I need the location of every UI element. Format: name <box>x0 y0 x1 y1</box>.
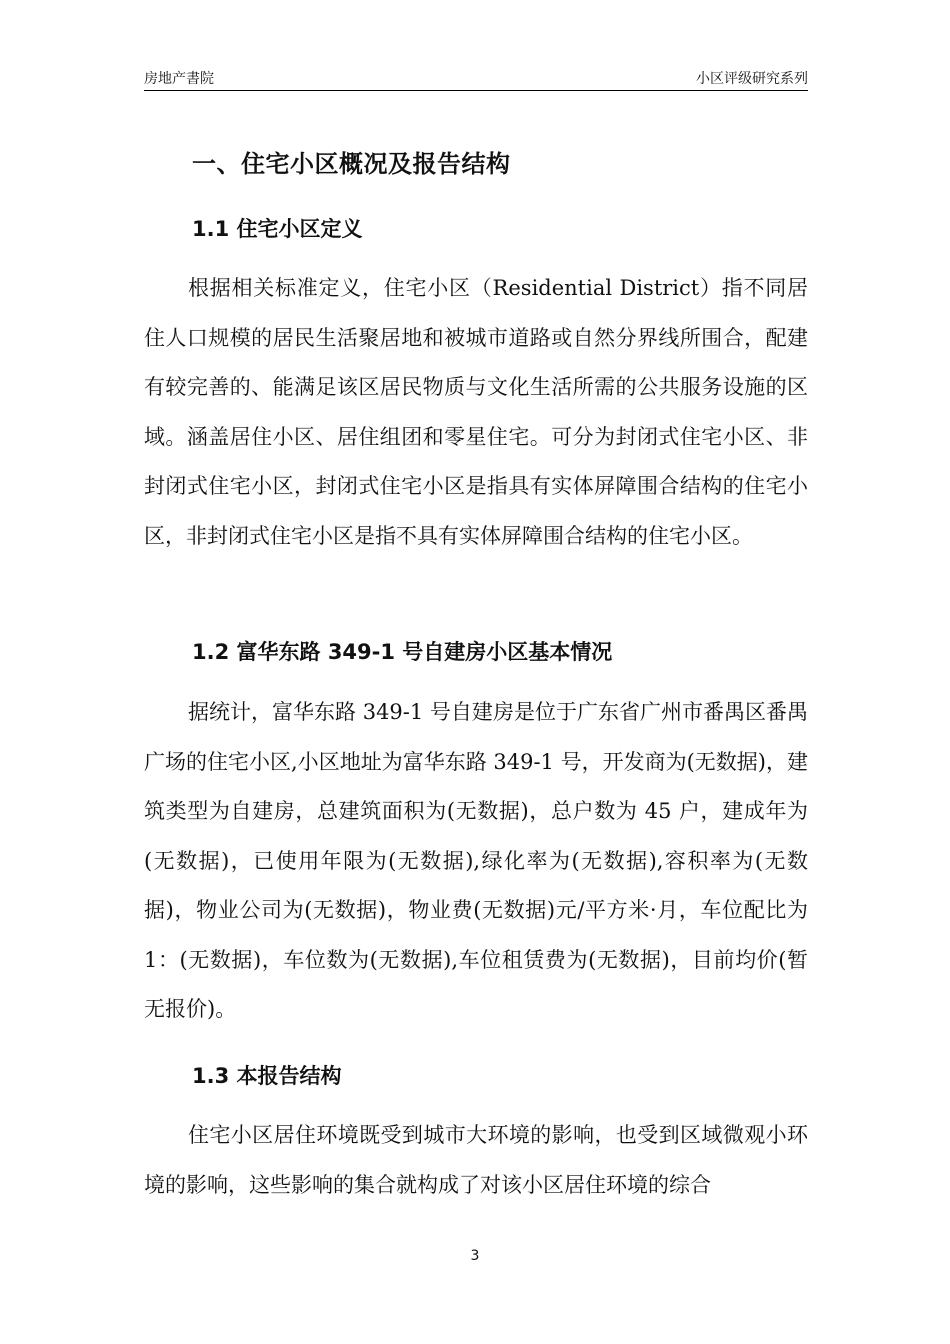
header-publisher: 房地产書院 <box>144 71 214 87</box>
section-paragraph-1-2: 据统计，富华东路 349-1 号自建房是位于广东省广州市番禺区番禺广场的住宅小区,小区地址为富华东路 349-1 号，开发商为(无数据)，建筑类型为自建房，总建筑面积为(无数据)，总户数为 45 户，建成年为(无数据)，已使用年限为(无数据),绿化率为(无数据),容积率为(无数据)，物业公司为(无数据)，物业费(无数据)元/平方米·月，车位配比为 1：(无数据)，车位数为(无数据),车位租赁费为(无数据)，目前均价(暂无报价)。 <box>144 700 808 1021</box>
section-paragraph-1-1: 根据相关标准定义，住宅小区（Residential District）指不同居住人口规模的居民生活聚居地和被城市道路或自然分界线所围合，配建有较完善的、能满足该区居民物质与文化生活所需的公共服务设施的区域。涵盖居住小区、居住组团和零星住宅。可分为封闭式住宅小区、非封闭式住宅小区，封闭式住宅小区是指具有实体屏障围合结构的住宅小区，非封闭式住宅小区是指不具有实体屏障围合结构的住宅小区。 <box>144 276 808 548</box>
page-number: 3 <box>470 1248 480 1264</box>
page-header <box>144 64 808 91</box>
chapter-title: 一、住宅小区概况及报告结构 <box>192 150 511 178</box>
section-heading-1-1: 1.1 住宅小区定义 <box>192 217 363 241</box>
section-heading-1-3: 1.3 本报告结构 <box>192 1064 342 1088</box>
section-paragraph-1-3: 住宅小区居住环境既受到城市大环境的影响，也受到区域微观小环境的影响，这些影响的集合就构成了对该小区居住环境的综合 <box>144 1123 808 1197</box>
header-series-title: 小区评级研究系列 <box>696 71 808 87</box>
section-heading-1-2: 1.2 富华东路 349-1 号自建房小区基本情况 <box>192 640 613 664</box>
